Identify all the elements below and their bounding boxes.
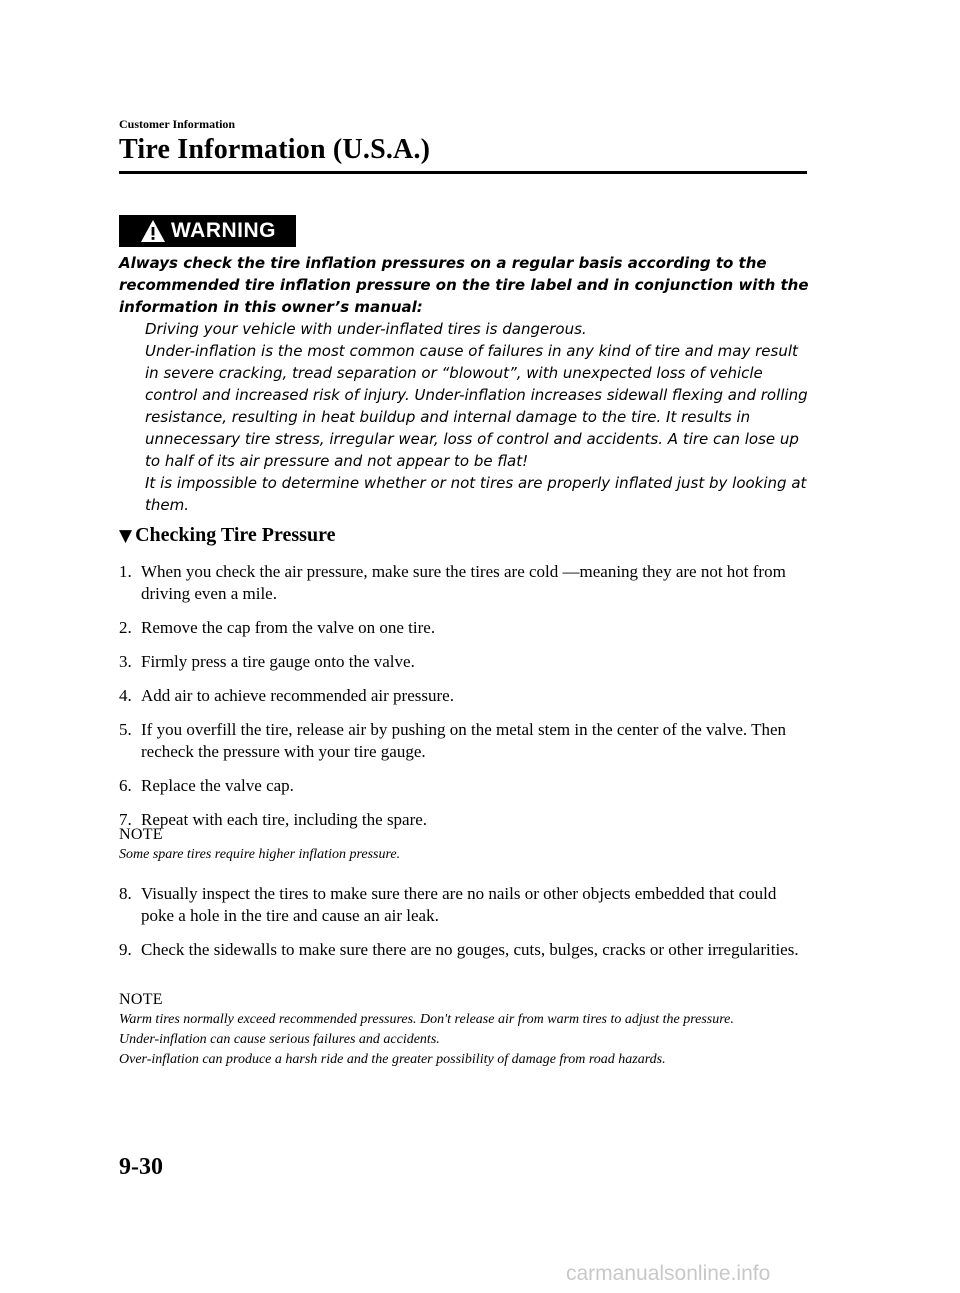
warning-body xyxy=(119,318,809,516)
step-number: 5. xyxy=(119,720,132,739)
note-line: Under-inflation can cause serious failures and accidents. xyxy=(119,1032,440,1047)
step-text: If you overfill the tire, release air by pushing on the metal stem in the center of the valve. Then recheck the pressure with your tire gauge. xyxy=(141,720,786,761)
warning-badge xyxy=(119,215,296,247)
warning-triangle-icon xyxy=(139,218,167,244)
step-number: 9. xyxy=(119,940,132,959)
chapter-title: Tire Information (U.S.A.) xyxy=(119,134,431,165)
note-line: Some spare tires require higher inflation pressure. xyxy=(119,847,401,862)
step-number: 1. xyxy=(119,562,132,581)
list-item xyxy=(119,617,809,639)
step-text: Visually inspect the tires to make sure there are no nails or other objects embedded that could poke a hole in the tire and cause an air leak. xyxy=(141,884,777,925)
step-number: 6. xyxy=(119,776,132,795)
page-number: 9-30 xyxy=(119,1154,163,1180)
step-text: Replace the valve cap. xyxy=(141,776,294,795)
note-title: NOTE xyxy=(119,991,163,1008)
note-title: NOTE xyxy=(119,826,163,843)
warning-paragraph: It is impossible to determine whether or not tires are properly inflated just by looking at them. xyxy=(145,474,807,514)
title-divider xyxy=(119,171,807,174)
step-text: When you check the air pressure, make sure the tires are cold ―meaning they are not hot from driving even a mile. xyxy=(141,562,786,603)
list-item xyxy=(119,883,809,927)
note-block xyxy=(119,825,809,865)
warning-text xyxy=(119,252,809,516)
list-item xyxy=(119,561,809,605)
steps-list-b xyxy=(119,883,809,973)
step-text: Remove the cap from the valve on one tire. xyxy=(141,618,436,637)
section-heading xyxy=(119,524,335,547)
warning-label: WARNING xyxy=(171,219,276,242)
step-text: Add air to achieve recommended air pressure. xyxy=(141,686,454,705)
section-title: Checking Tire Pressure xyxy=(135,524,336,546)
steps-list-a xyxy=(119,561,809,843)
note-block xyxy=(119,990,809,1070)
warning-paragraph: Under-inflation is the most common cause of failures in any kind of tire and may result in severe cracking, tread separation or “blowout”, with unexpected loss of vehicle control and increased risk of injury. Under-inflation increases sidewall flexing and rolling resistance, resulting in heat buildup and internal damage to the tire. It results in unnecessary tire stress, irregular wear, loss of control and accidents. A tire can lose up to half of its air pressure and not appear to be flat! xyxy=(145,342,808,470)
step-number: 3. xyxy=(119,652,132,671)
section-marker-icon: ▼ xyxy=(119,525,133,546)
list-item xyxy=(119,719,809,763)
list-item xyxy=(119,939,809,961)
step-text: Firmly press a tire gauge onto the valve. xyxy=(141,652,415,671)
step-number: 4. xyxy=(119,686,132,705)
step-text: Repeat with each tire, including the spare. xyxy=(141,810,428,829)
step-number: 2. xyxy=(119,618,132,637)
warning-lead: Always check the tire inflation pressures on a regular basis according to the recommended tire inflation pressure on the tire label and in conjunction with the information in this owner’s manual: xyxy=(119,254,809,316)
list-item xyxy=(119,685,809,707)
section-label: Customer Information xyxy=(119,117,236,131)
step-number: 8. xyxy=(119,884,132,903)
watermark: carmanualsonline.info xyxy=(566,1262,771,1285)
warning-paragraph: Driving your vehicle with under-inflated tires is dangerous. xyxy=(145,320,587,338)
list-item xyxy=(119,775,809,797)
list-item xyxy=(119,651,809,673)
note-line: Warm tires normally exceed recommended pressures. Don't release air from warm tires to adjust the pressure. xyxy=(119,1012,734,1027)
note-line: Over-inflation can produce a harsh ride and the greater possibility of damage from road hazards. xyxy=(119,1052,666,1067)
step-number: 7. xyxy=(119,810,132,829)
step-text: Check the sidewalls to make sure there are no gouges, cuts, bulges, cracks or other irregularities. xyxy=(141,940,799,959)
